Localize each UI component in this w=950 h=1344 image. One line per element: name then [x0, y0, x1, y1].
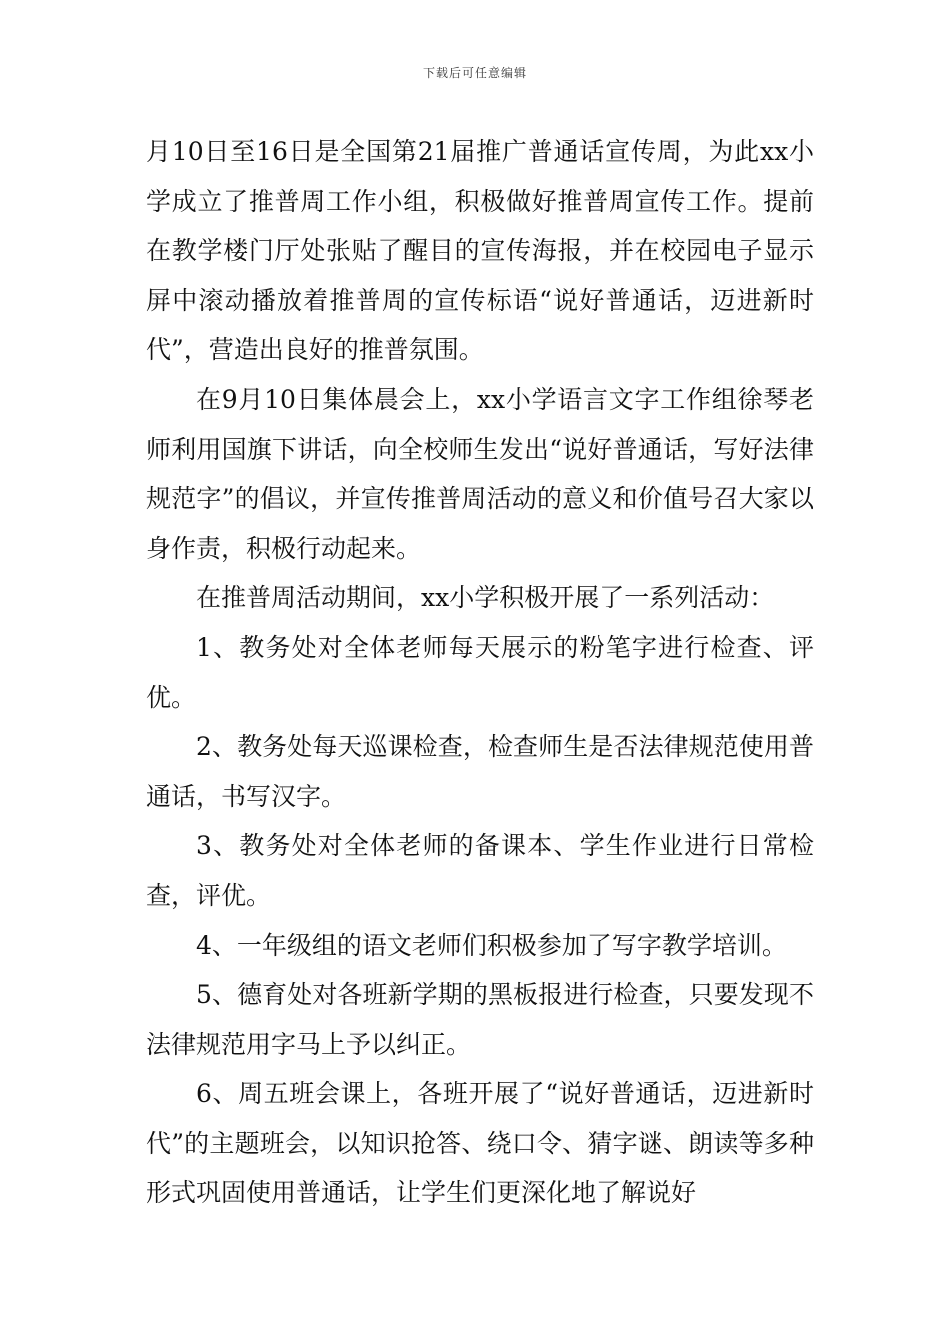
list-item-3: 3、教务处对全体老师的备课本、学生作业进行日常检查，评优。	[146, 831, 814, 910]
header-note: 下载后可任意编辑	[422, 66, 527, 80]
list-item-2: 2、教务处每天巡课检查，检查师生是否法律规范使用普通话，书写汉字。	[146, 732, 814, 811]
paragraph-intro: 月10日至16日是全国第21届推广普通话宣传周，为此xx小学成立了推普周工作小组，积极做好推普周宣传工作。提前在教学楼门厅处张贴了醒目的宣传海报，并在校园电子显示屏中滚动播放着推普周的宣传标语“说好普通话，迈进新时代”，营造出良好的推普氛围。	[146, 137, 814, 365]
list-item-1: 1、教务处对全体老师每天展示的粉笔字进行检查、评优。	[146, 632, 814, 712]
list-item-5: 5、德育处对各班新学期的黑板报进行检查，只要发现不法律规范用字马上予以纠正。	[146, 980, 814, 1059]
paragraph-activities-intro: 在推普周活动期间，xx小学积极开展了一系列活动：	[196, 583, 775, 613]
list-item-4: 4、一年级组的语文老师们积极参加了写字教学培训。	[196, 930, 787, 960]
document-body	[146, 127, 814, 1218]
list-item-6: 6、周五班会课上，各班开展了“说好普通话，迈进新时代”的主题班会，以知识抢答、绕口令、猜字谜、朗读等多种形式巩固使用普通话，让学生们更深化地了解说好	[146, 1079, 814, 1208]
paragraph-morning-assembly: 在9月10日集体晨会上，xx小学语言文字工作组徐琴老师利用国旗下讲话，向全校师生发出“说好普通话，写好法律规范字”的倡议，并宣传推普周活动的意义和价值号召大家以身作责，积极行动起来。	[146, 384, 814, 563]
